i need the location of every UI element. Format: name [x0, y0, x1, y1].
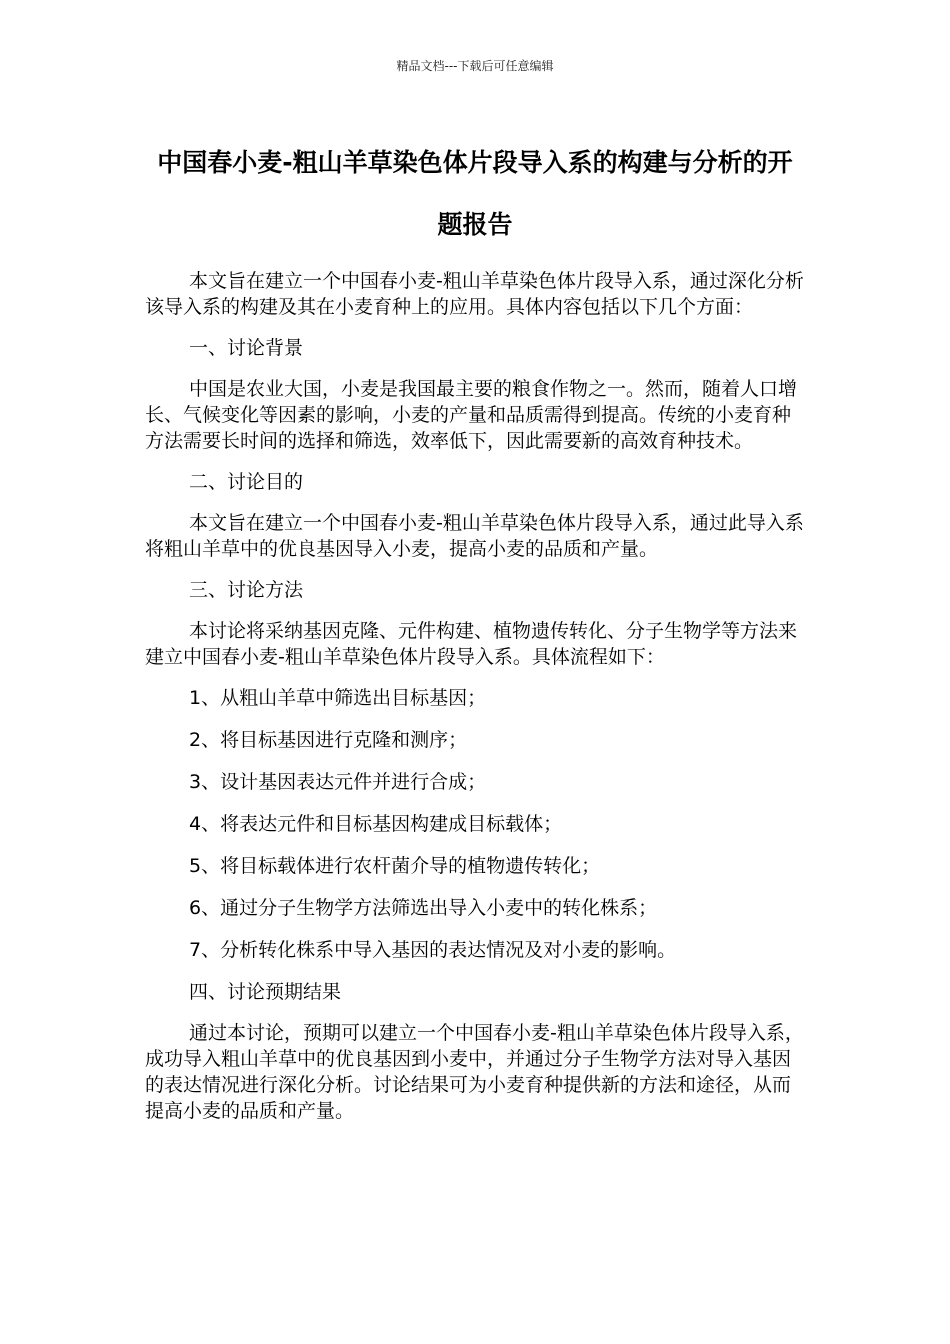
method-paragraph: 本讨论将采纳基因克隆、元件构建、植物遗传转化、分子生物学等方法来建立中国春小麦-粗山羊草染色体片段导入系。具体流程如下： — [145, 620, 798, 668]
method-step: 1、从粗山羊草中筛选出目标基因； — [189, 687, 487, 709]
document-title: 中国春小麦-粗山羊草染色体片段导入系的构建与分析的开题报告 — [157, 148, 793, 239]
section-heading-expected-results: 四、讨论预期结果 — [189, 981, 342, 1003]
section-heading-background: 一、讨论背景 — [189, 337, 304, 359]
purpose-paragraph: 本文旨在建立一个中国春小麦-粗山羊草染色体片段导入系，通过此导入系将粗山羊草中的优良基因导入小麦，提高小麦的品质和产量。 — [145, 512, 804, 560]
method-step: 2、将目标基因进行克隆和测序； — [189, 729, 468, 751]
method-step: 6、通过分子生物学方法筛选出导入小麦中的转化株系； — [189, 897, 658, 919]
method-step: 3、设计基因表达元件并进行合成； — [189, 771, 487, 793]
method-step: 7、分析转化株系中导入基因的表达情况及对小麦的影响。 — [189, 939, 677, 961]
background-paragraph: 中国是农业大国，小麦是我国最主要的粮食作物之一。然而，随着人口增长、气候变化等因素的影响，小麦的产量和品质需得到提高。传统的小麦育种方法需要长时间的选择和筛选，效率低下，因此需要新的高效育种技术。 — [145, 378, 798, 452]
header-note: 精品文档---下载后可任意编辑 — [396, 59, 554, 73]
section-heading-method: 三、讨论方法 — [189, 579, 304, 601]
method-step: 5、将目标载体进行农杆菌介导的植物遗传转化； — [189, 855, 601, 877]
intro-paragraph: 本文旨在建立一个中国春小麦-粗山羊草染色体片段导入系，通过深化分析该导入系的构建及其在小麦育种上的应用。具体内容包括以下几个方面： — [145, 270, 804, 318]
expected-results-paragraph: 通过本讨论，预期可以建立一个中国春小麦-粗山羊草染色体片段导入系，成功导入粗山羊草中的优良基因到小麦中，并通过分子生物学方法对导入基因的表达情况进行深化分析。讨论结果可为小麦育种提供新的方法和途径，从而提高小麦的品质和产量。 — [145, 1022, 804, 1122]
document-body — [145, 268, 805, 1139]
method-step: 4、将表达元件和目标基因构建成目标载体； — [189, 813, 563, 835]
section-heading-purpose: 二、讨论目的 — [189, 471, 304, 493]
